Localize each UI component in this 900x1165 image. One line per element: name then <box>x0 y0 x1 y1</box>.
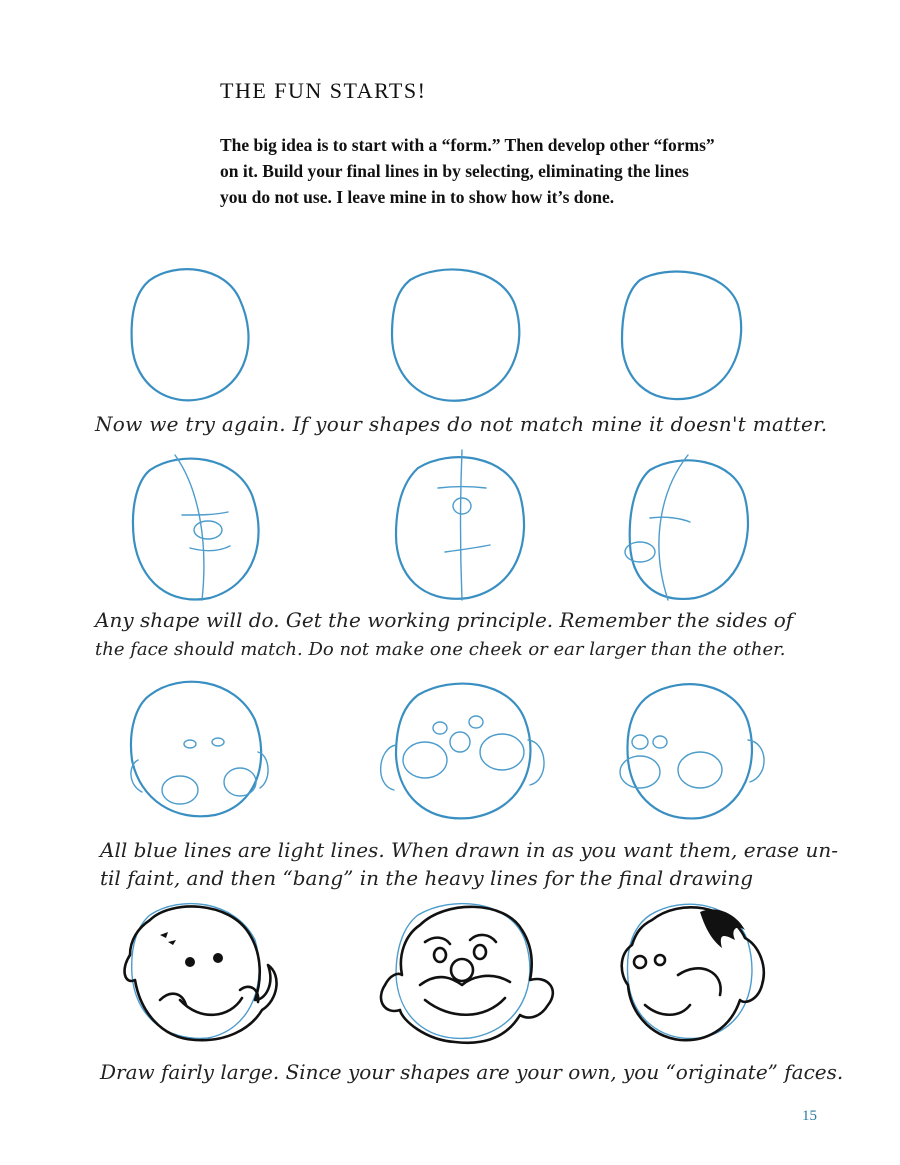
eye-1b <box>212 738 224 746</box>
caption-row1: Now we try again. If your shapes do not match mine it doesn't matter. <box>95 412 828 436</box>
mouth-final-2 <box>425 998 505 1015</box>
cheek-3a <box>620 756 660 788</box>
cheek-3b <box>678 752 722 788</box>
mouth-line-1 <box>190 546 230 551</box>
mouth-final-3 <box>645 1005 690 1015</box>
row3-drawings <box>131 682 764 819</box>
caption-row2-line2: the face should match. Do not make one cheek or ear larger than the other. <box>95 639 786 660</box>
eye-line-1 <box>182 512 228 515</box>
brows-final-2 <box>425 935 496 944</box>
eye-line-3 <box>650 517 690 522</box>
eye-2a <box>433 722 447 734</box>
row1-drawings <box>132 269 742 401</box>
final-head-1 <box>125 906 277 1040</box>
cheek-2a <box>403 742 447 778</box>
caption-row2 <box>95 606 793 664</box>
head-oval-3 <box>622 272 741 400</box>
nose-form-3 <box>625 542 655 562</box>
center-line-1 <box>175 455 204 600</box>
row2-drawings <box>133 450 748 600</box>
eye-final-2a <box>434 948 446 962</box>
page-number: 15 <box>802 1108 817 1124</box>
caption-row3 <box>100 836 838 892</box>
hair-marks-1 <box>160 932 176 945</box>
caption-row2-line1: Any shape will do. Get the working principle. Remember the sides of <box>95 608 794 632</box>
mouth-final-1 <box>180 998 242 1015</box>
construction-head-1 <box>133 459 259 600</box>
page-title: THE FUN STARTS! <box>220 78 427 103</box>
eye-final-1a <box>185 957 195 967</box>
cheek-2b <box>480 734 524 770</box>
head-oval-2 <box>392 269 519 400</box>
eye-final-3a <box>634 956 646 968</box>
cheek-1a <box>162 776 198 804</box>
eye-final-1b <box>213 953 223 963</box>
nose-form-1 <box>194 521 222 539</box>
construction-head-3 <box>630 460 748 599</box>
eye-final-2b <box>474 945 486 959</box>
center-line-2 <box>461 450 463 600</box>
cheek-final-3 <box>678 968 721 995</box>
cheek-final-1 <box>160 987 258 1005</box>
nose-final-2 <box>451 959 473 981</box>
eye-3a <box>632 735 648 749</box>
developed-head-3 <box>627 684 751 818</box>
under-sketch-2 <box>396 904 530 1039</box>
caption-row3-line2: til faint, and then “bang” in the heavy lines for the final drawing <box>100 866 754 890</box>
eye-2b <box>469 716 483 728</box>
caption-row4: Draw fairly large. Since your shapes are your own, you “originate” faces. <box>100 1060 844 1084</box>
ear-2a <box>381 745 396 790</box>
intro-line-2: on it. Build your final lines in by selecting, eliminating the lines <box>220 161 689 181</box>
eye-1a <box>184 740 196 748</box>
caption-row3-line1: All blue lines are light lines. When drawn in as you want them, erase un- <box>100 838 838 862</box>
eye-line-2 <box>438 487 486 489</box>
nose-form-2 <box>453 498 471 514</box>
mouth-line-2 <box>445 545 490 552</box>
head-oval-1 <box>132 269 249 400</box>
center-line-3 <box>659 455 688 600</box>
row4-drawings <box>125 904 764 1043</box>
intro-line-1: The big idea is to start with a “form.” Then develop other “forms” <box>220 135 715 155</box>
eye-3b <box>653 736 667 748</box>
cheek-1b <box>224 768 256 796</box>
eye-final-3b <box>655 955 665 965</box>
nose-2 <box>450 732 470 752</box>
intro-line-3: you do not use. I leave mine in to show how it’s done. <box>220 187 615 207</box>
